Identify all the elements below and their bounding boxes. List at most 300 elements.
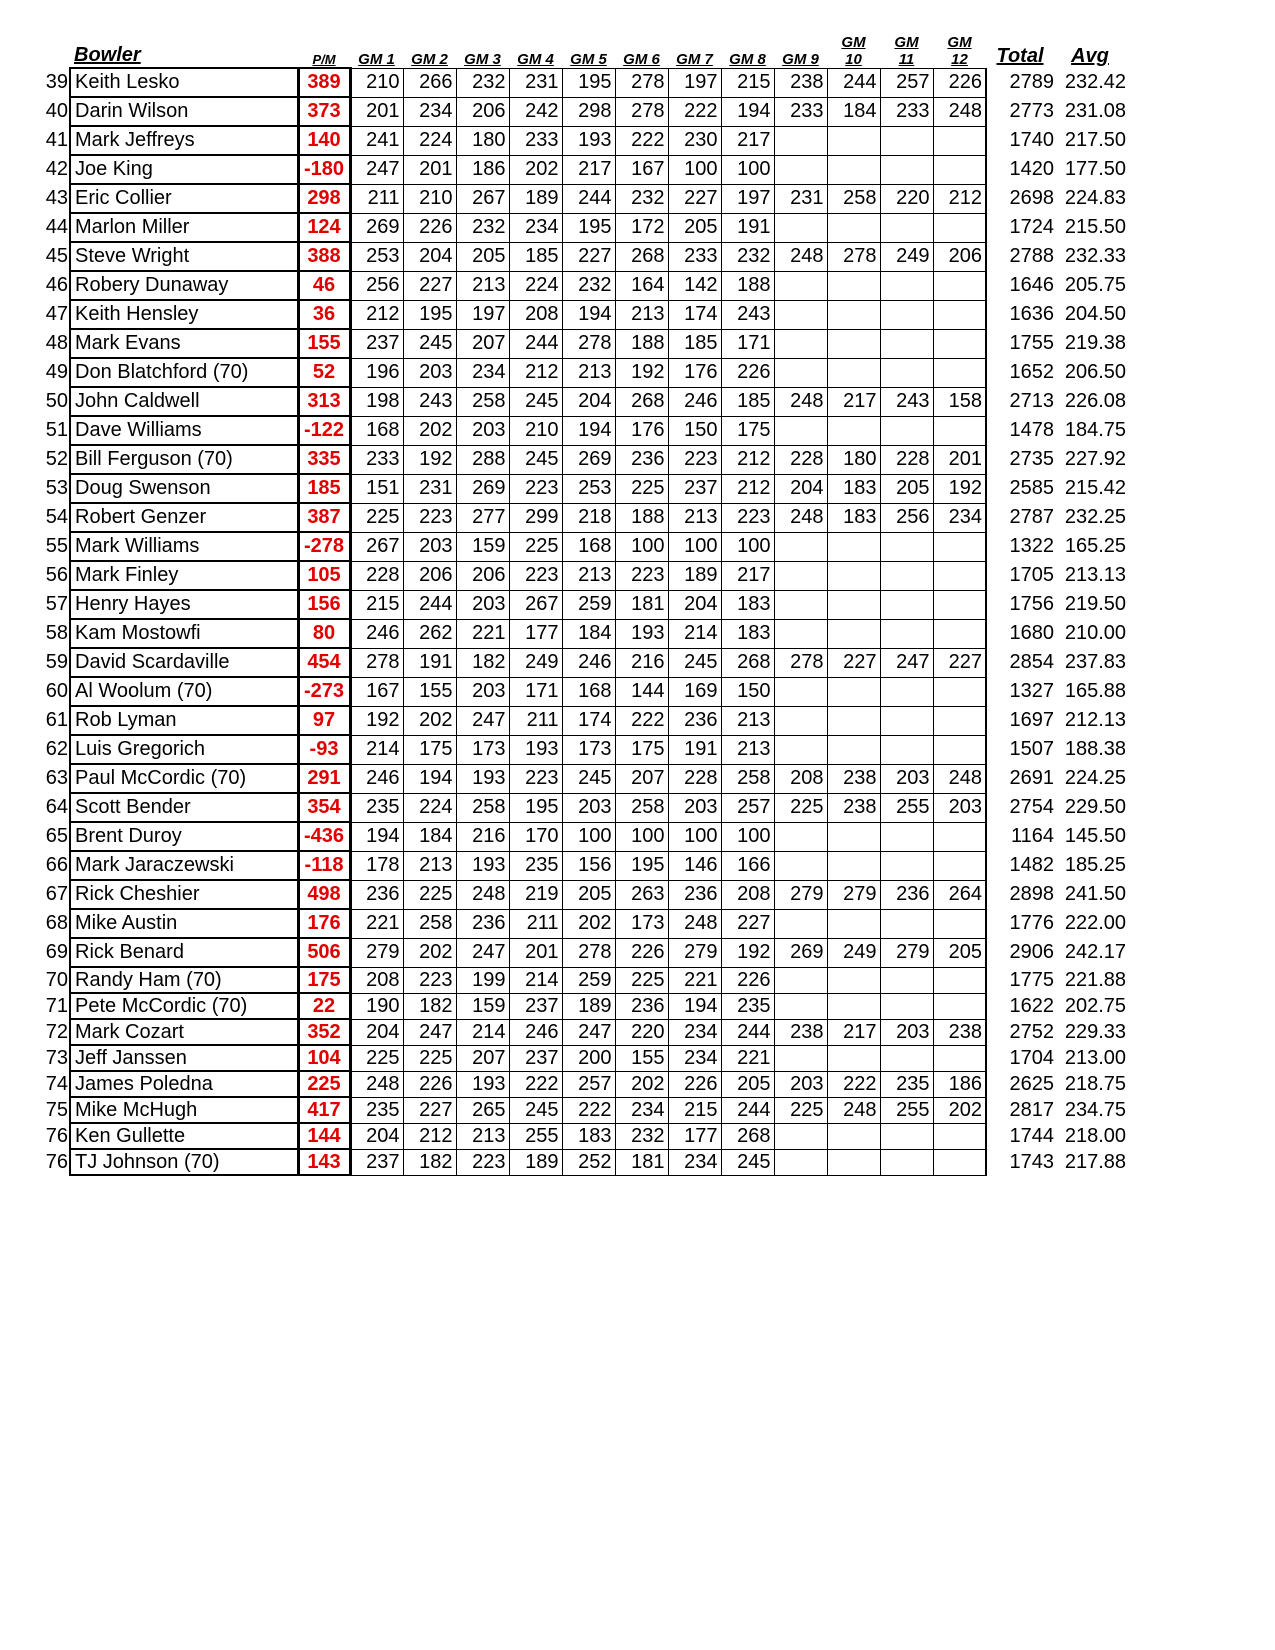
average-cell: 232.25 (1064, 506, 1126, 528)
game-score-cell: 215 (668, 1097, 721, 1123)
game-score-cell: 223 (615, 561, 668, 590)
game-score-cell: 278 (774, 648, 827, 677)
total-cell: 2735 (1009, 448, 1054, 470)
average-cell: 213.00 (1064, 1046, 1126, 1069)
game-score-cell: 203 (668, 793, 721, 822)
bowler-name-cell: Keith Lesko (70, 68, 298, 97)
game-score-cell (774, 822, 827, 851)
game-score-cell (933, 619, 986, 648)
rank-cell: 56 (45, 564, 68, 586)
game-score-cell: 225 (774, 1097, 827, 1123)
game-score-cell: 204 (774, 474, 827, 503)
table-row (40, 416, 1126, 445)
game-score-cell (774, 706, 827, 735)
game-score-cell (774, 909, 827, 938)
game-score-cell: 202 (933, 1097, 986, 1123)
game-score-cell: 268 (615, 387, 668, 416)
total-cell: 1636 (1009, 303, 1054, 325)
table-row (40, 1019, 1126, 1045)
game-score-cell: 203 (562, 793, 615, 822)
table-row (40, 793, 1126, 822)
average-cell: 219.50 (1064, 593, 1126, 615)
game-score-cell: 150 (668, 416, 721, 445)
total-cell: 1775 (1009, 968, 1054, 991)
game-score-cell: 234 (668, 1149, 721, 1175)
game-score-cell: 241 (350, 126, 403, 155)
bowler-name-cell: Mark Williams (70, 532, 298, 561)
total-cell: 2691 (1009, 767, 1054, 789)
plus-minus-cell: 104 (298, 1045, 350, 1071)
game-header: GM 1 (358, 50, 395, 68)
rank-cell: 60 (45, 680, 68, 702)
average-cell: 145.50 (1064, 825, 1126, 847)
game-score-cell: 226 (668, 1071, 721, 1097)
bowler-name-cell: Paul McCordic (70) (70, 764, 298, 793)
game-score-cell: 158 (933, 387, 986, 416)
game-score-cell: 255 (880, 1097, 933, 1123)
game-score-cell: 208 (774, 764, 827, 793)
average-cell: 218.00 (1064, 1124, 1126, 1147)
game-score-cell (774, 590, 827, 619)
game-score-cell: 192 (615, 358, 668, 387)
game-score-cell: 195 (562, 68, 615, 97)
game-header: GM 7 (676, 50, 713, 68)
game-score-cell: 248 (774, 242, 827, 271)
plus-minus-cell: 140 (298, 126, 350, 155)
bowler-name-cell: Robert Genzer (70, 503, 298, 532)
game-score-cell: 192 (721, 938, 774, 967)
game-score-cell: 244 (562, 184, 615, 213)
bowler-name-cell: Steve Wright (70, 242, 298, 271)
plus-minus-cell: 373 (298, 97, 350, 126)
game-score-cell: 100 (721, 532, 774, 561)
game-score-cell: 196 (350, 358, 403, 387)
bowler-name-cell: Doug Swenson (70, 474, 298, 503)
game-score-cell: 232 (456, 68, 509, 97)
game-score-cell: 245 (403, 329, 456, 358)
game-score-cell (827, 1123, 880, 1149)
game-score-cell: 191 (721, 213, 774, 242)
game-score-cell: 245 (509, 1097, 562, 1123)
total-cell: 1705 (1009, 564, 1054, 586)
game-score-cell: 226 (403, 213, 456, 242)
table-row (40, 503, 1126, 532)
game-score-cell: 100 (668, 155, 721, 184)
game-score-cell: 244 (721, 1019, 774, 1045)
game-score-cell: 182 (456, 648, 509, 677)
header-row (40, 20, 1126, 68)
game-score-cell: 174 (668, 300, 721, 329)
plus-minus-cell: -273 (298, 677, 350, 706)
average-cell: 206.50 (1064, 361, 1126, 383)
table-row (40, 329, 1126, 358)
game-score-cell: 234 (933, 503, 986, 532)
bowler-name-cell: Joe King (70, 155, 298, 184)
total-cell: 1776 (1009, 912, 1054, 934)
game-score-cell (827, 735, 880, 764)
average-cell: 231.08 (1064, 100, 1126, 122)
game-score-cell: 183 (721, 590, 774, 619)
game-score-cell: 223 (721, 503, 774, 532)
plus-minus-cell: 389 (298, 68, 350, 97)
game-score-cell (880, 532, 933, 561)
table-row (40, 677, 1126, 706)
game-score-cell (880, 416, 933, 445)
game-score-cell: 237 (509, 993, 562, 1019)
game-score-cell: 203 (456, 590, 509, 619)
game-score-cell: 159 (456, 993, 509, 1019)
game-score-cell: 217 (721, 561, 774, 590)
game-header: GM 3 (464, 50, 501, 68)
bowler-name-cell: Luis Gregorich (70, 735, 298, 764)
game-score-cell: 279 (774, 880, 827, 909)
game-score-cell: 221 (668, 967, 721, 993)
plus-minus-cell: 291 (298, 764, 350, 793)
game-score-cell: 233 (774, 97, 827, 126)
rank-cell: 45 (45, 245, 68, 267)
game-score-cell: 253 (350, 242, 403, 271)
game-score-cell: 246 (509, 1019, 562, 1045)
game-score-cell: 189 (562, 993, 615, 1019)
bowler-name-cell: Randy Ham (70) (70, 967, 298, 993)
plus-minus-cell: 225 (298, 1071, 350, 1097)
game-score-cell: 238 (933, 1019, 986, 1045)
game-header: GM 10 (841, 33, 866, 68)
total-cell: 2698 (1009, 187, 1054, 209)
game-score-cell (774, 993, 827, 1019)
game-score-cell: 224 (509, 271, 562, 300)
total-cell: 1420 (1009, 158, 1054, 180)
game-score-cell: 268 (721, 1123, 774, 1149)
game-score-cell: 233 (350, 445, 403, 474)
game-score-cell: 247 (880, 648, 933, 677)
game-score-cell: 223 (456, 1149, 509, 1175)
average-cell: 185.25 (1064, 854, 1126, 876)
game-score-cell: 264 (933, 880, 986, 909)
game-score-cell: 216 (456, 822, 509, 851)
game-score-cell: 213 (456, 271, 509, 300)
game-score-cell: 202 (403, 706, 456, 735)
table-row (40, 1071, 1126, 1097)
game-score-cell (774, 1123, 827, 1149)
plus-minus-cell: 176 (298, 909, 350, 938)
rank-cell: 67 (45, 883, 68, 905)
game-score-cell (774, 300, 827, 329)
plus-minus-cell: 80 (298, 619, 350, 648)
bowler-name-cell: James Poledna (70, 1071, 298, 1097)
game-score-cell (774, 677, 827, 706)
game-score-cell: 235 (350, 1097, 403, 1123)
table-row (40, 68, 1126, 97)
game-score-cell: 227 (403, 271, 456, 300)
game-score-cell (827, 300, 880, 329)
game-score-cell: 150 (721, 677, 774, 706)
game-score-cell: 258 (456, 793, 509, 822)
game-score-cell: 210 (350, 68, 403, 97)
game-score-cell: 226 (615, 938, 668, 967)
game-score-cell: 200 (562, 1045, 615, 1071)
game-score-cell: 257 (721, 793, 774, 822)
game-score-cell (933, 706, 986, 735)
table-row (40, 938, 1126, 967)
game-score-cell (880, 271, 933, 300)
total-cell: 1755 (1009, 332, 1054, 354)
game-score-cell: 269 (350, 213, 403, 242)
game-score-cell: 247 (403, 1019, 456, 1045)
game-score-cell: 159 (456, 532, 509, 561)
average-cell: 165.25 (1064, 535, 1126, 557)
rank-cell: 43 (45, 187, 68, 209)
total-cell: 2754 (1009, 796, 1054, 818)
game-score-cell: 217 (562, 155, 615, 184)
game-score-cell (827, 329, 880, 358)
rank-cell: 42 (45, 158, 68, 180)
game-score-cell: 194 (403, 764, 456, 793)
game-score-cell: 194 (668, 993, 721, 1019)
rank-cell: 59 (45, 651, 68, 673)
game-score-cell (933, 126, 986, 155)
plus-minus-cell: 22 (298, 993, 350, 1019)
total-header: Total (996, 45, 1044, 67)
game-score-cell: 181 (615, 1149, 668, 1175)
game-score-cell: 234 (509, 213, 562, 242)
game-score-cell: 278 (827, 242, 880, 271)
rank-cell: 50 (45, 390, 68, 412)
average-cell: 184.75 (1064, 419, 1126, 441)
game-score-cell (933, 155, 986, 184)
game-score-cell: 204 (350, 1019, 403, 1045)
game-score-cell: 168 (350, 416, 403, 445)
game-score-cell: 191 (403, 648, 456, 677)
game-score-cell: 192 (403, 445, 456, 474)
bowler-name-cell: Mark Cozart (70, 1019, 298, 1045)
game-score-cell: 180 (456, 126, 509, 155)
rank-cell: 41 (45, 129, 68, 151)
game-score-cell: 278 (350, 648, 403, 677)
game-score-cell (933, 213, 986, 242)
rank-cell: 46 (45, 274, 68, 296)
game-score-cell: 192 (933, 474, 986, 503)
bowling-standings-sheet (40, 20, 1180, 1176)
game-score-cell: 212 (350, 300, 403, 329)
game-score-cell: 177 (509, 619, 562, 648)
game-score-cell (774, 532, 827, 561)
game-score-cell: 227 (562, 242, 615, 271)
total-cell: 2585 (1009, 477, 1054, 499)
game-score-cell: 259 (562, 590, 615, 619)
game-score-cell: 201 (509, 938, 562, 967)
bowler-name-cell: Brent Duroy (70, 822, 298, 851)
game-score-cell: 223 (403, 967, 456, 993)
bowler-name-cell: Mike Austin (70, 909, 298, 938)
table-row (40, 213, 1126, 242)
average-cell: 232.42 (1064, 71, 1126, 93)
game-score-cell: 175 (403, 735, 456, 764)
game-score-cell: 279 (880, 938, 933, 967)
game-score-cell (774, 213, 827, 242)
game-score-cell: 225 (615, 967, 668, 993)
game-score-cell: 249 (880, 242, 933, 271)
game-score-cell: 238 (827, 793, 880, 822)
rank-cell: 61 (45, 709, 68, 731)
game-score-cell (774, 126, 827, 155)
game-score-cell (933, 735, 986, 764)
game-score-cell: 245 (509, 445, 562, 474)
game-score-cell: 184 (827, 97, 880, 126)
game-score-cell (774, 329, 827, 358)
game-score-cell (827, 271, 880, 300)
average-cell: 227.92 (1064, 448, 1126, 470)
game-score-cell (827, 213, 880, 242)
game-score-cell: 265 (456, 1097, 509, 1123)
game-score-cell: 182 (403, 993, 456, 1019)
game-score-cell: 246 (562, 648, 615, 677)
table-row (40, 1149, 1126, 1175)
game-score-cell (827, 851, 880, 880)
total-cell: 1507 (1009, 738, 1054, 760)
table-row (40, 735, 1126, 764)
game-score-cell: 176 (668, 358, 721, 387)
table-row (40, 909, 1126, 938)
game-score-cell: 205 (933, 938, 986, 967)
game-score-cell: 203 (933, 793, 986, 822)
game-score-cell: 173 (562, 735, 615, 764)
game-score-cell: 193 (456, 764, 509, 793)
game-score-cell: 213 (721, 735, 774, 764)
game-score-cell: 238 (774, 1019, 827, 1045)
game-score-cell: 197 (721, 184, 774, 213)
game-score-cell: 279 (827, 880, 880, 909)
game-score-cell: 183 (562, 1123, 615, 1149)
game-score-cell (880, 909, 933, 938)
game-score-cell (827, 822, 880, 851)
game-score-cell: 191 (668, 735, 721, 764)
bowler-name-cell: John Caldwell (70, 387, 298, 416)
game-score-cell: 100 (615, 822, 668, 851)
average-cell: 237.83 (1064, 651, 1126, 673)
game-score-cell: 164 (615, 271, 668, 300)
game-score-cell: 208 (350, 967, 403, 993)
game-score-cell: 298 (562, 97, 615, 126)
rank-cell: 76 (45, 1124, 68, 1147)
game-score-cell: 204 (668, 590, 721, 619)
game-score-cell: 202 (509, 155, 562, 184)
game-score-cell (774, 271, 827, 300)
game-score-cell: 267 (456, 184, 509, 213)
game-score-cell: 186 (933, 1071, 986, 1097)
game-score-cell: 238 (774, 68, 827, 97)
game-score-cell: 222 (668, 97, 721, 126)
plus-minus-cell: 155 (298, 329, 350, 358)
game-score-cell: 237 (350, 1149, 403, 1175)
total-cell: 2898 (1009, 883, 1054, 905)
game-score-cell: 227 (403, 1097, 456, 1123)
game-score-cell: 205 (668, 213, 721, 242)
plus-minus-cell: 388 (298, 242, 350, 271)
bowler-name-cell: Darin Wilson (70, 97, 298, 126)
table-row (40, 648, 1126, 677)
table-row (40, 706, 1126, 735)
game-score-cell: 178 (350, 851, 403, 880)
game-score-cell: 155 (403, 677, 456, 706)
game-score-cell (880, 561, 933, 590)
game-score-cell: 203 (774, 1071, 827, 1097)
average-cell: 210.00 (1064, 622, 1126, 644)
average-cell: 218.75 (1064, 1072, 1126, 1095)
game-score-cell: 205 (562, 880, 615, 909)
average-cell: 224.25 (1064, 767, 1126, 789)
table-row (40, 155, 1126, 184)
game-score-cell: 278 (562, 938, 615, 967)
game-score-cell: 214 (509, 967, 562, 993)
game-score-cell: 245 (509, 387, 562, 416)
game-score-cell: 225 (350, 503, 403, 532)
bowler-name-cell: Don Blatchford (70) (70, 358, 298, 387)
game-score-cell: 233 (509, 126, 562, 155)
rank-cell: 65 (45, 825, 68, 847)
total-cell: 2787 (1009, 506, 1054, 528)
game-score-cell: 142 (668, 271, 721, 300)
game-score-cell: 206 (403, 561, 456, 590)
table-row (40, 358, 1126, 387)
game-score-cell (933, 967, 986, 993)
game-score-cell: 258 (827, 184, 880, 213)
game-score-cell (774, 155, 827, 184)
bowler-name-cell: Ken Gullette (70, 1123, 298, 1149)
bowler-name-cell: Mike McHugh (70, 1097, 298, 1123)
game-score-cell: 225 (403, 880, 456, 909)
plus-minus-cell: 143 (298, 1149, 350, 1175)
game-score-cell: 213 (403, 851, 456, 880)
rank-cell: 74 (45, 1072, 68, 1095)
game-score-cell: 202 (615, 1071, 668, 1097)
bowler-name-cell: David Scardaville (70, 648, 298, 677)
game-score-cell: 223 (668, 445, 721, 474)
game-score-cell: 144 (615, 677, 668, 706)
game-score-cell: 263 (615, 880, 668, 909)
plus-minus-cell: 105 (298, 561, 350, 590)
game-score-cell (880, 213, 933, 242)
game-score-cell (933, 1045, 986, 1071)
game-score-cell: 225 (615, 474, 668, 503)
game-score-cell (880, 155, 933, 184)
game-score-cell: 189 (668, 561, 721, 590)
plus-minus-cell: 124 (298, 213, 350, 242)
game-score-cell: 247 (456, 938, 509, 967)
game-score-cell: 212 (721, 474, 774, 503)
game-score-cell: 212 (403, 1123, 456, 1149)
game-score-cell: 197 (668, 68, 721, 97)
game-score-cell: 278 (615, 68, 668, 97)
game-score-cell: 248 (827, 1097, 880, 1123)
table-row (40, 764, 1126, 793)
game-score-cell: 246 (350, 764, 403, 793)
game-score-cell: 168 (562, 532, 615, 561)
game-score-cell (933, 271, 986, 300)
average-cell: 188.38 (1064, 738, 1126, 760)
bowler-name-cell: Bill Ferguson (70) (70, 445, 298, 474)
game-score-cell (933, 561, 986, 590)
game-score-cell: 204 (350, 1123, 403, 1149)
game-score-cell (933, 358, 986, 387)
plus-minus-cell: -436 (298, 822, 350, 851)
table-row (40, 271, 1126, 300)
game-score-cell: 206 (456, 97, 509, 126)
table-row (40, 387, 1126, 416)
table-row (40, 242, 1126, 271)
game-score-cell: 218 (562, 503, 615, 532)
total-cell: 2789 (1009, 71, 1054, 93)
